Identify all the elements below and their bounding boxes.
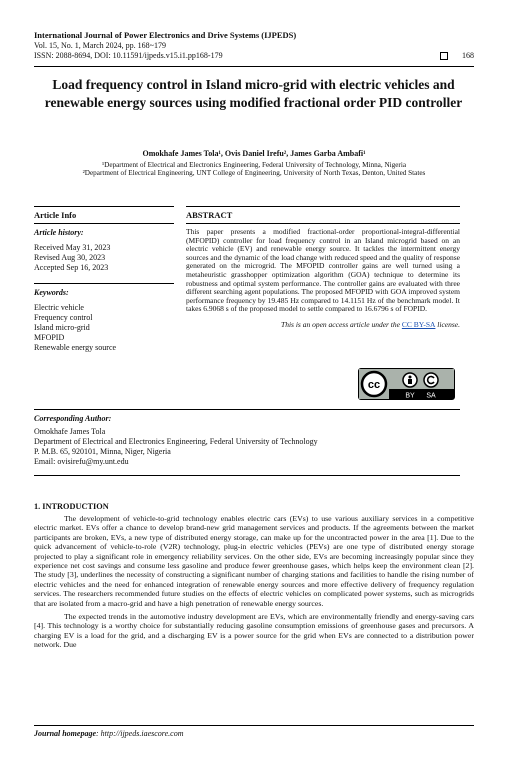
intro-paragraph-2: The expected trends in the automotive industry development are EVs, which are environmentally friendly and energy-saving cars [4]. This technology is a worthy choice for substantially reducing gasoline consumption emissions of greenhouse gases and precursors. A charging EV is a load for the grid, and a discharging EV is a power source for the grid when EVs are connected to a distribution power network. Due [34, 612, 474, 650]
author-email[interactable]: Email: ovisirefu@my.unt.edu [34, 457, 129, 466]
introduction [34, 502, 474, 654]
by-label: BY [405, 392, 415, 399]
author-names: Omokhafe James Tola¹, Ovis Daniel Irefu², James Garba Ambafi¹ [142, 149, 366, 158]
homepage-url[interactable]: : http://ijpeds.iaescore.com [96, 729, 184, 738]
article-info-heading: Article Info [34, 206, 174, 220]
keyword: Renewable energy source [34, 343, 117, 352]
author-address: P. M.B. 65, 920101, Minna, Niger, Nigeria [34, 447, 171, 456]
article-info [34, 206, 174, 353]
intro-heading: 1. INTRODUCTION [34, 502, 109, 511]
license-line [186, 320, 460, 329]
keyword: MFOPID [34, 333, 65, 342]
abstract [186, 206, 460, 329]
divider [34, 223, 174, 224]
history-heading: Article history: [34, 228, 84, 237]
divider [34, 409, 460, 410]
abstract-heading: ABSTRACT [186, 206, 460, 220]
keywords-heading: Keywords: [34, 288, 69, 297]
license-prefix: This is an open access article under the [281, 319, 402, 329]
header-divider [34, 66, 474, 67]
keyword: Frequency control [34, 313, 93, 322]
journal-footer [34, 725, 474, 738]
keyword: Electric vehicle [34, 303, 84, 312]
sa-arrow-icon [424, 373, 438, 387]
journal-header [34, 30, 474, 62]
issn-row [34, 51, 474, 62]
cc-text: cc [367, 379, 381, 391]
keyword: Island micro-grid [34, 323, 90, 332]
intro-paragraph-1: The development of vehicle-to-grid technology enables electric cars (EVs) to use various auxiliary services in a competitive electric market. EVs offer a chance to develop brand-new grid management services and products. If the agreements between the market participants are broken, EVs, a new type of distributed energy storage, can make up for the uncontracted power in the area [1]. Due to the quick advancement of vehicle-to-role (V2R) technology, plug-in electric vehicles (PEVs) are one type of distributed energy storage projected to play a significant role in emergency reliability services. On the other side, EVs are becoming increasingly popular since they experience net cost savings and consume less gasoline and produce fewer greenhouse gases, which helps keep the environment clean [2]. The study [3], underlines the necessity of constructing a significant number of charging stations and facilities to handle the rising number of electric vehicles and the need for enhanced integration of renewable energy sources and more effective delivery of frequency regulation services. The researchers recommended future studies on the effects of electric vehicles on complicated power systems, such as microgrids that are isolated from a macro-grid and have a high penetration of renewable energy sources. [34, 514, 474, 608]
divider [34, 283, 174, 284]
accepted-date: Accepted Sep 16, 2023 [34, 263, 109, 272]
issn-doi: ISSN: 2088-8694, DOI: 10.11591/ijpeds.v15.i1.pp168-179 [34, 51, 223, 60]
divider [186, 223, 460, 224]
cc-badge-graphic [359, 369, 454, 399]
corresponding-body [34, 427, 460, 467]
homepage-label: Journal homepage [34, 729, 97, 738]
abstract-text: This paper presents a modified fractional-order proportional-integral-differential (MFOPID) controller for load frequency control in an Island microgrid based on an electric vehicle (EV) and renewable energy source. It tackles the intermittent energy sources and the dynamic of the load change with reduced speed and the quality of response generated on the microgrid. The MFOPID controller gains are well turned using a metaheuristic grasshopper optimization algorithm (GOA) technique to determine its robustness and optimal system performance. The controller gains are evaluated with three different searching agent populations. The proposed MFOPID with GOA improved system performance frequency by 19.485 Hz compared to 14.1151 Hz of the benchmark model. It takes 6.9068 s of the proposed model to settle compared to 16.6796 s of FOPID. [186, 227, 460, 314]
author-department: Department of Electrical and Electronics Engineering, Federal University of Technology [34, 437, 318, 446]
corresponding-author [34, 406, 460, 479]
revised-date: Revised Aug 30, 2023 [34, 253, 106, 262]
keywords-list [34, 303, 174, 353]
history-list [34, 243, 174, 273]
cc-by-sa-badge[interactable] [358, 368, 455, 400]
sa-label: SA [426, 392, 436, 399]
page-number: 168 [462, 51, 474, 60]
authors-block [34, 150, 474, 178]
license-link[interactable]: CC BY-SA [401, 319, 436, 329]
corresponding-heading: Corresponding Author: [34, 414, 112, 423]
paper-title: Load frequency control in Island micro-grid with electric vehicles and renewable energy sources using modified fractional order PID controller [44, 77, 463, 110]
square-icon [440, 52, 448, 60]
affiliation-1: ¹Department of Electrical and Electronics Engineering, Federal University of Technology, Minna, Nigeria [101, 160, 407, 169]
divider [34, 475, 460, 476]
received-date: Received May 31, 2023 [34, 243, 111, 252]
license-suffix: license. [435, 319, 460, 329]
page-number-group [440, 51, 474, 62]
author-name: Omokhafe James Tola [34, 427, 106, 436]
affiliation-2: ²Department of Electrical Engineering, UNT College of Engineering, University of North Texas, Denton, United States [82, 169, 426, 178]
journal-name: International Journal of Power Electronics and Drive Systems (IJPEDS) [34, 30, 297, 40]
volume-info: Vol. 15, No. 1, March 2024, pp. 168~179 [34, 40, 166, 50]
